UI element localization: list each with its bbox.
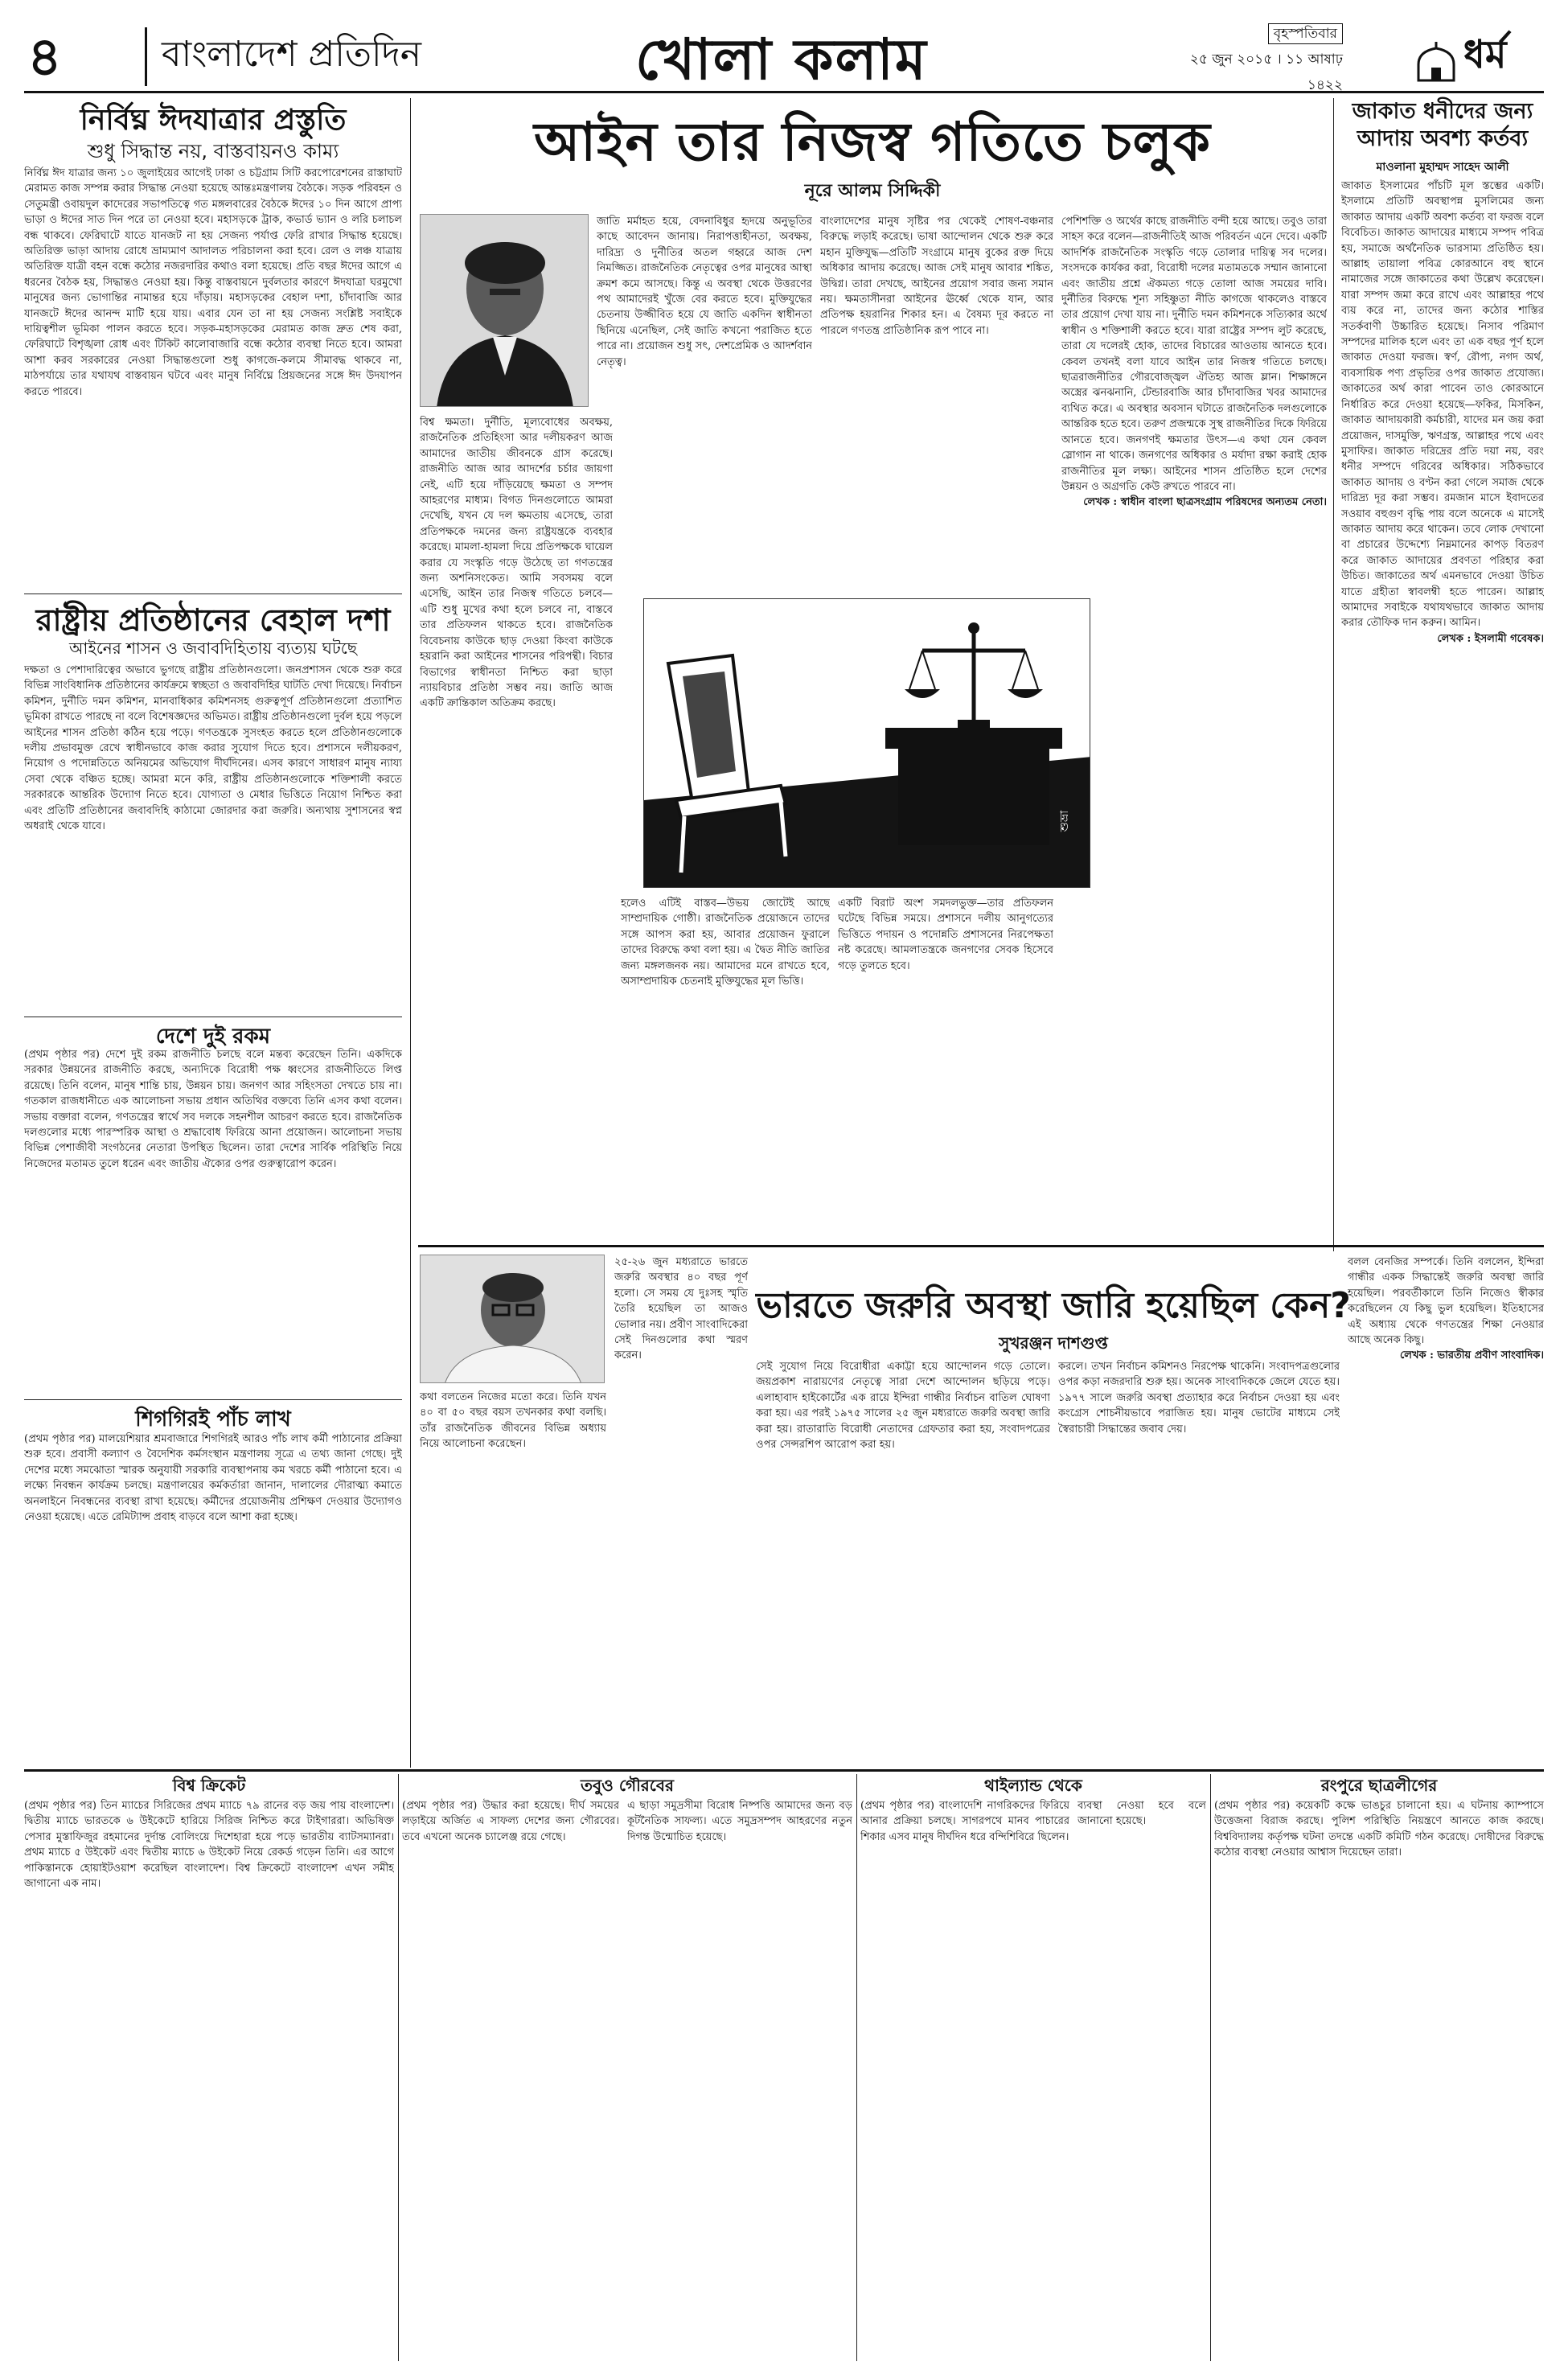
state-body: দক্ষতা ও পেশাদারিত্বের অভাবে ভুগছে রাষ্ট্রীয় প্রতিষ্ঠানগুলো। জনপ্রশাসন থেকে শুরু করে বিভিন্ন সাংবিধানিক প্রতিষ্ঠানের কার্যক্রমে স্বচ্ছতা ও জবাবদিহির ঘাটতি দেখা দিয়েছে। নির্বাচন কমিশন, দুর্নীতি দমন কমিশন, মানবাধিকার কমিশনসহ গুরুত্বপূর্ণ প্রতিষ্ঠানগুলো প্রত্যাশিত ভূমিকা রাখতে পারছে না বলে বিশেষজ্ঞদের অভিমত। রাষ্ট্রীয় প্রতিষ্ঠানগুলো দুর্বল হয়ে পড়লে আইনের শাসন প্রতিষ্ঠা কঠিন হয়ে পড়ে। গণতন্ত্রকে সুসংহত করতে হলে প্রতিষ্ঠানগুলোকে দলীয় প্রভাবমুক্ত রেখে স্বাধীনভাবে কাজ করার সুযোগ দিতে হবে। প্রশাসনে দলীয়করণ, নিয়োগ ও পদোন্নতিতে অনিয়মের অভিযোগ দীর্ঘদিনের। এসব কারণে সাধারণ মানুষ ন্যায্য সেবা থেকে বঞ্চিত হচ্ছে। আমরা মনে করি, রাষ্ট্রীয় প্রতিষ্ঠানগুলোকে শক্তিশালী করতে সরকারকে আন্তরিক উদ্যোগ নিতে হবে। যোগ্যতা ও মেধার ভিত্তিতে নিয়োগ নিশ্চিত করা এবং প্রতিটি প্রতিষ্ঠানের জবাবদিহি কাঠামো জোরদার করা জরুরি। অন্যথায় সুশাসনের স্বপ্ন অধরাই থেকে যাবে। bbox=[24, 664, 402, 833]
column-rule bbox=[1333, 98, 1334, 1251]
zakat-author: মাওলানা মুহাম্মদ সাহেদ আলী bbox=[1376, 161, 1509, 174]
rangpur-body: (প্রথম পৃষ্ঠার পর) কয়েকটি কক্ষে ভাঙচুর চালানো হয়। এ ঘটনায় ক্যাম্পাসে উত্তেজনা বিরাজ করছে। পুলিশ পরিস্থিতি নিয়ন্ত্রণে আনতে কাজ করছে। বিশ্ববিদ্যালয় কর্তৃপক্ষ ঘটনা তদন্তে একটি কমিটি গঠন করেছে। দোষীদের বিরুদ্ধে কঠোর ব্যবস্থা নেওয়ার আশ্বাস দিয়েছেন তারা। bbox=[1214, 1800, 1544, 1859]
india-byline: লেখক : ভারতীয় প্রবীণ সাংবাদিক। bbox=[1399, 1349, 1544, 1362]
eid-body: নির্বিঘ্ন ঈদ যাত্রার জন্য ১০ জুলাইয়ের আগেই ঢাকা ও চট্টগ্রাম সিটি করপোরেশনের রাস্তাঘাট মেরামত কাজ সম্পন্ন করার সিদ্ধান্ত নেওয়া হয়েছে আন্তঃমন্ত্রণালয় বৈঠকে। সড়ক পরিবহন ও সেতুমন্ত্রী ওবায়দুল কাদেরের সভাপতিত্বে গত মঙ্গলবারের বৈঠকে ঈদের ১০ দিন আগে প্রাপ্য ভাড়া ও ঈদের সাত দিন পরে তা নেওয়া হবে। মহাসড়কে ট্রাক, কভার্ড ভ্যান ও লরি চলাচল বন্ধ থাকবে। ফেরিঘাটে যাতে যানজট না হয় সেজন্য পর্যাপ্ত ফেরি রাখার সিদ্ধান্ত হয়েছে। অতিরিক্ত ভাড়া আদায় রোধে ভ্রাম্যমাণ আদালত পরিচালনা করা হবে। রেল ও লঞ্চ যাত্রায় অতিরিক্ত যাত্রী বহন বন্ধে কঠোর নজরদারির কথাও বলা হয়েছে। প্রতি বছর ঈদের আগে এ ধরনের বৈঠক হয়, সিদ্ধান্তও নেওয়া হয়। কিন্তু বাস্তবায়নে দুর্বলতার কারণে ঈদযাত্রা ঘরমুখো মানুষের জন্য ভোগান্তির নামান্তর হয়ে দাঁড়ায়। মহাসড়কের বেহাল দশা, চাঁদাবাজি আর যানজটে ঈদের আনন্দ মাটি হয়ে যায়। এবার যেন তা না হয় সেজন্য সংশ্লিষ্ট সবাইকে দায়িত্বশীল ভূমিকা পালন করতে হবে। সড়ক-মহাসড়কের মেরামত কাজ দ্রুত শেষ করা, ফেরিঘাটে বিশৃঙ্খলা রোধ এবং টিকিট কালোবাজারি বন্ধে কঠোর ব্যবস্থা নিতে হবে। আমরা আশা করব সরকারের নেওয়া সিদ্ধান্তগুলো শুধু কাগজে-কলমে সীমাবদ্ধ থাকবে না, মাঠপর্যায়ে তার যথাযথ বাস্তবায়ন ঘটবে এবং মানুষ নির্বিঘ্নে প্রিয়জনের সঙ্গে ঈদ উদযাপন করতে পারবে। bbox=[24, 167, 402, 398]
gourab-body-a: (প্রথম পৃষ্ঠার পর) উদ্ধার করা হয়েছে। দীর্ঘ সময়ের লড়াইয়ে অর্জিত এ সাফল্য দেশের জন্য গৌরবের। তবে এখনো অনেক চ্যালেঞ্জ রয়ে গেছে। bbox=[402, 1800, 619, 1843]
main-author: নূরে আলম সিদ্দিকী bbox=[804, 181, 941, 201]
article-divider bbox=[418, 1245, 1544, 1247]
author-portrait-2-icon bbox=[421, 1255, 605, 1383]
india-body-col-e-text: বলল বেনজির সম্পর্কে। তিনি বললেন, ইন্দিরা গান্ধীর একক সিদ্ধান্তেই জরুরি অবস্থা জারি হয়েছিল। পরবর্তীকালে তিনি নিজেও স্বীকার করেছিলেন যে কিছু ভুল হয়েছিল। ইতিহাসের এই অধ্যায় থেকে গণতন্ত্রের শিক্ষা নেওয়ার আছে অনেক কিছু। bbox=[1348, 1256, 1544, 1347]
rangpur-headline: রংপুরে ছাত্রলীগের bbox=[1320, 1776, 1438, 1795]
zakat-headline: জাকাত ধনীদের জন্য আদায় অবশ্য কর্তব্য bbox=[1352, 99, 1533, 151]
gourab-body-b: এ ছাড়া সমুদ্রসীমা বিরোধ নিষ্পত্তি আমাদের জন্য বড় কূটনৈতিক সাফল্য। এতে সমুদ্রসম্পদ আহরণের নতুন দিগন্ত উন্মোচিত হয়েছে। bbox=[627, 1800, 852, 1843]
thai-body-a: (প্রথম পৃষ্ঠার পর) বাংলাদেশি নাগরিকদের ফিরিয়ে আনার প্রক্রিয়া চলছে। সাগরপথে মানব পাচারের শিকার এসব মানুষ দীর্ঘদিন ধরে বন্দিশিবিরে ছিলেন। bbox=[860, 1800, 1069, 1843]
zakat-byline: লেখক : ইসলামী গবেষক। bbox=[1437, 632, 1544, 645]
divider bbox=[24, 1399, 402, 1400]
date: ২৫ জুন ২০১৫ । ১১ আষাঢ় ১৪২২ bbox=[1189, 51, 1343, 93]
eid-subhead: শুধু সিদ্ধান্ত নয়, বাস্তবায়নও কাম্য bbox=[87, 140, 339, 162]
main-body-col-c: বাংলাদেশের মানুষ সৃষ্টির পর থেকেই শোষণ-বঞ্চনার বিরুদ্ধে লড়াই করেছে। ভাষা আন্দোলন থেকে শুরু করে মহান মুক্তিযুদ্ধ—প্রতিটি সংগ্রামে মানুষ বুকের রক্ত দিয়ে অধিকার আদায় করেছে। আজ সেই মানুষ আবার শঙ্কিত, উদ্বিগ্ন। তারা দেখছে, আইনের প্রয়োগ সবার জন্য সমান নয়। ক্ষমতাসীনরা আইনের ঊর্ধ্বে থেকে যান, আর প্রতিপক্ষ হয়রানির শিকার হন। এ বৈষম্য দূর করতে না পারলে গণতন্ত্র প্রাতিষ্ঠানিক রূপ পাবে না। bbox=[820, 216, 1053, 337]
state-headline: রাষ্ট্রীয় প্রতিষ্ঠানের বেহাল দশা bbox=[35, 602, 391, 638]
india-body-col-d: করলে। তখন নির্বাচন কমিশনও নিরপেক্ষ থাকেনি। সংবাদপত্রগুলোর ওপর কড়া নজরদারি শুরু হয়। অনেক সাংবাদিককে জেলে যেতে হয়। ১৯৭৭ সালে জরুরি অবস্থা প্রত্যাহার করে নির্বাচন দেওয়া হয় এবং কংগ্রেস শোচনীয়ভাবে পরাজিত হয়। মানুষ ভোটের মাধ্যমে সেই স্বৈরাচারী সিদ্ধান্তের জবাব দেয়। bbox=[1058, 1361, 1340, 1435]
main-byline: লেখক : স্বাধীন বাংলা ছাত্রসংগ্রাম পরিষদের অন্যতম নেতা। bbox=[1083, 496, 1327, 509]
main-body-col-b: জাতি মর্মাহত হয়ে, বেদনাবিধুর হৃদয়ে অনুভূতির কাছে আবেদন জানায়। নিরাপত্তাহীনতা, অবক্ষয়, দারিদ্র্য ও দুর্নীতির অতল গহ্বরে আজ দেশ নিমজ্জিত। রাজনৈতিক নেতৃত্বের ওপর মানুষের আস্থা ক্রমশ কমে আসছে। কিন্তু এ অবস্থা থেকে উত্তরণের পথ আমাদেরই খুঁজে বের করতে হবে। মুক্তিযুদ্ধের চেতনায় উজ্জীবিত হয়ে যে জাতি একদিন স্বাধীনতা ছিনিয়ে এনেছিল, সেই জাতি কখনো পরাজিত হতে পারে না। প্রয়োজন শুধু সৎ, দেশপ্রেমিক ও আদর্শবান নেতৃত্ব। bbox=[597, 216, 812, 368]
main-body-col-f: একটি বিরাট অংশ সমদলভুক্ত—তার প্রতিফলন ঘটেছে বিভিন্ন সময়ে। প্রশাসনে দলীয় আনুগত্যের ভিত্তিতে পদায়ন ও পদোন্নতি প্রশাসনের নিরপেক্ষতা নষ্ট করেছে। আমলাতন্ত্রকে জনগণের সেবক হিসেবে গড়ে তুলতে হবে। bbox=[838, 897, 1053, 972]
religion-section-title: ধর্ম bbox=[1463, 32, 1507, 77]
shigg-body: (প্রথম পৃষ্ঠার পর) মালয়েশিয়ার শ্রমবাজারে শিগগিরই আরও পাঁচ লাখ কর্মী পাঠানোর প্রক্রিয়া শুরু হবে। প্রবাসী কল্যাণ ও বৈদেশিক কর্মসংস্থান মন্ত্রণালয় সূত্রে এ তথ্য জানা গেছে। দুই দেশের মধ্যে সমঝোতা স্মারক অনুযায়ী সরকারি ব্যবস্থাপনায় কম খরচে কর্মী পাঠানো হবে। এ লক্ষ্যে নিবন্ধন কার্যক্রম চলছে। মন্ত্রণালয়ের কর্মকর্তারা জানান, দালালের দৌরাত্ম্য কমাতে অনলাইনে নিবন্ধনের ব্যবস্থা রাখা হয়েছে। কর্মীদের প্রয়োজনীয় প্রশিক্ষণ দেওয়ার উদ্যোগও নেওয়া হয়েছে। এতে রেমিট্যান্স প্রবাহ বাড়বে বলে আশা করা হচ্ছে। bbox=[24, 1433, 402, 1524]
gourab-headline: তবুও গৌরবের bbox=[581, 1776, 674, 1795]
author-photo-2 bbox=[420, 1255, 605, 1383]
column-rule bbox=[410, 98, 411, 1768]
scales-of-justice-icon bbox=[644, 599, 1090, 888]
column-rule bbox=[856, 1774, 857, 2361]
paper-name: বাংলাদেশ প্রতিদিন bbox=[145, 27, 421, 86]
cricket-body: (প্রথম পৃষ্ঠার পর) তিন ম্যাচের সিরিজের প্রথম ম্যাচে ৭৯ রানের বড় জয় পায় বাংলাদেশ। দ্বিতীয় ম্যাচে ভারতকে ৬ উইকেটে হারিয়ে সিরিজ নিশ্চিত করে টাইগাররা। অভিষিক্ত পেসার মুস্তাফিজুর রহমানের দুর্দান্ত বোলিংয়ে দিশেহারা হয়ে পড়ে ভারতীয় ব্যাটসম্যানরা। প্রথম ম্যাচে ৫ উইকেট এবং দ্বিতীয় ম্যাচে ৬ উইকেট নিয়ে রেকর্ড গড়েন তিনি। এর আগে পাকিস্তানকে হোয়াইটওয়াশ করেছিল বাংলাদেশ। বিশ্ব ক্রিকেটে বাংলাদেশ এখন সমীহ জাগানো এক নাম। bbox=[24, 1800, 394, 1891]
india-headline: ভারতে জরুরি অবস্থা জারি হয়েছিল কেন? bbox=[756, 1285, 1351, 1326]
india-body-col-e bbox=[1348, 1255, 1544, 1761]
zakat-body-text: জাকাত ইসলামের পাঁচটি মূল স্তম্ভের একটি। ইসলামে প্রতিটি অবস্থাপন্ন মুসলিমের জন্য জাকাত আদায় একটি অবশ্য কর্তব্য বা ফরজ বলে বিবেচিত। জাকাত আদায়ের মাধ্যমে সম্পদ পবিত্র হয়, সমাজে অর্থনৈতিক ভারসাম্য প্রতিষ্ঠিত হয়। আল্লাহ তায়ালা পবিত্র কোরআনে বহু স্থানে নামাজের সঙ্গে জাকাতের কথা উল্লেখ করেছেন। যারা সম্পদ জমা করে রাখে এবং আল্লাহর পথে ব্যয় করে না, তাদের জন্য কঠোর শাস্তির সতর্কবাণী উচ্চারিত হয়েছে। নিসাব পরিমাণ সম্পদের মালিক হলে এবং তা এক বছর পূর্ণ হলে জাকাত দেওয়া ফরজ। স্বর্ণ, রৌপ্য, নগদ অর্থ, ব্যবসায়িক পণ্য প্রভৃতির ওপর জাকাত প্রযোজ্য। জাকাতের অর্থ কারা পাবেন তাও কোরআনে নির্ধারিত করে দেওয়া হয়েছে—ফকির, মিসকিন, জাকাত আদায়কারী কর্মচারী, যাদের মন জয় করা প্রয়োজন, দাসমুক্তি, ঋণগ্রস্ত, আল্লাহর পথে এবং মুসাফির। জাকাত দরিদ্রের প্রতি দয়া নয়, বরং ধনীর সম্পদে গরিবের অধিকার। সঠিকভাবে জাকাত আদায় ও বণ্টন করা গেলে সমাজ থেকে দারিদ্র্য দূর করা সম্ভব। রমজান মাসে ইবাদতের সওয়াব বহুগুণ বৃদ্ধি পায় বলে অনেকে এ মাসেই জাকাত আদায় করে থাকেন। তবে লোক দেখানো বা প্রচারের উদ্দেশ্যে নিম্নমানের কাপড় বিতরণ করে জাকাত আদায়ের প্রবণতা পরিহার করা উচিত। জাকাতের অর্থ এমনভাবে দেওয়া উচিত যাতে গ্রহীতা স্বাবলম্বী হতে পারেন। আল্লাহ আমাদের সবাইকে যথাযথভাবে জাকাত আদায় করার তৌফিক দান করুন। আমিন। bbox=[1341, 180, 1544, 630]
illustration-credit: শুভ্রা bbox=[1057, 810, 1071, 832]
india-body-col-b: ২৫-২৬ জুন মধ্যরাতে ভারতে জরুরি অবস্থার ৪০ বছর পূর্ণ হলো। সে সময় যে দুঃসহ স্মৃতি তৈরি হয়েছিল তা আজও ভোলার নয়। প্রবীণ সাংবাদিকেরা সেই দিনগুলোর কথা স্মরণ করেন। bbox=[614, 1256, 748, 1362]
date-line bbox=[1182, 21, 1343, 98]
india-body-col-c: সেই সুযোগ নিয়ে বিরোধীরা একাট্টা হয়ে আন্দোলন গড়ে তোলে। জয়প্রকাশ নারায়ণের নেতৃত্বে সারা দেশে আন্দোলন ছড়িয়ে পড়ে। এলাহাবাদ হাইকোর্টের এক রায়ে ইন্দিরা গান্ধীর নির্বাচন বাতিল ঘোষণা করা হয়। এর পরই ১৯৭৫ সালের ২৫ জুন মধ্যরাতে জরুরি অবস্থা জারি করা হয়। রাতারাতি বিরোধী নেতাদের গ্রেফতার করা হয়, সংবাদপত্রের ওপর সেন্সরশিপ আরোপ করা হয়। bbox=[756, 1361, 1050, 1452]
india-author: সুখরঞ্জন দাশগুপ্ত bbox=[999, 1333, 1108, 1353]
author-photo bbox=[420, 214, 589, 407]
main-body-col-d bbox=[1061, 214, 1327, 1235]
cricket-headline: বিশ্ব ক্রিকেট bbox=[172, 1776, 246, 1795]
thai-headline: থাইল্যান্ড থেকে bbox=[984, 1776, 1082, 1795]
main-body-col-e: হলেও এটিই বাস্তব—উভয় জোটেই আছে সাম্প্রদায়িক গোষ্ঠী। রাজনৈতিক প্রয়োজনে তাদের সঙ্গে আপস করা হয়, আবার প্রয়োজন ফুরালে তাদের বিরুদ্ধে কথা বলা হয়। এ দ্বৈত নীতি জাতির জন্য মঙ্গলজনক নয়। আমাদের মনে রাখতে হবে, অসাম্প্রদায়িক চেতনাই মুক্তিযুদ্ধের মূল ভিত্তি। bbox=[621, 897, 830, 988]
section-title: খোলা কলাম bbox=[635, 27, 928, 92]
bottom-divider bbox=[24, 1769, 1544, 1772]
eid-headline: নির্বিঘ্ন ঈদযাত্রার প্রস্তুতি bbox=[80, 104, 347, 137]
shigg-headline: শিগগিরই পাঁচ লাখ bbox=[135, 1407, 291, 1431]
column-rule bbox=[1210, 1774, 1211, 2361]
state-subhead: আইনের শাসন ও জবাবদিহিতায় ব্যত্যয় ঘটছে bbox=[69, 639, 357, 658]
thai-body-b: ব্যবস্থা নেওয়া হবে বলে জানানো হয়েছে। bbox=[1077, 1800, 1206, 1828]
masthead bbox=[24, 14, 1544, 93]
page-number: ৪ bbox=[27, 25, 62, 88]
mosque-icon bbox=[1414, 40, 1459, 85]
main-headline: আইন তার নিজস্ব গতিতে চলুক bbox=[534, 111, 1211, 173]
desh-body: (প্রথম পৃষ্ঠার পর) দেশে দুই রকম রাজনীতি চলছে বলে মন্তব্য করেছেন তিনি। একদিকে সরকার উন্নয়নের রাজনীতি করছে, অন্যদিকে বিরোধী পক্ষ ধ্বংসের রাজনীতিতে লিপ্ত রয়েছে। তিনি বলেন, মানুষ শান্তি চায়, উন্নয়ন চায়। জনগণ আর সহিংসতা দেখতে চায় না। গতকাল রাজধানীতে এক আলোচনা সভায় প্রধান অতিথির বক্তব্যে তিনি এসব কথা বলেন। সভায় বক্তারা বলেন, গণতন্ত্রের স্বার্থে সব দলকে সহনশীল আচরণ করতে হবে। রাজনৈতিক দলগুলোর মধ্যে পারস্পরিক আস্থা ও শ্রদ্ধাবোধ ফিরিয়ে আনা প্রয়োজন। আলোচনা সভায় বিভিন্ন পেশাজীবী সংগঠনের নেতারা উপস্থিত ছিলেন। তারা দেশের সার্বিক পরিস্থিতি নিয়ে নিজেদের মতামত তুলে ধরেন এবং জাতীয় ঐক্যের ওপর গুরুত্বারোপ করেন। bbox=[24, 1049, 402, 1170]
desh-headline: দেশে দুই রকম bbox=[155, 1025, 271, 1049]
main-body-col-d-text: পেশিশক্তি ও অর্থের কাছে রাজনীতি বন্দী হয়ে আছে। তবুও তারা সাহস করে বলেন—রাজনীতিই আজ পরিবর্তন এনে দেবে। একটি আদর্শিক রাজনৈতিক সংস্কৃতি গড়ে তোলার দায়িত্ব সব দলের। সংসদকে কার্যকর করা, বিরোধী দলের মতামতকে সম্মান জানানো এবং জাতীয় প্রশ্নে ঐকমত্য গড়ে তোলা আজ সময়ের দাবি। দুর্নীতির বিরুদ্ধে শূন্য সহিষ্ণুতা নীতি কাগজে থাকলেও বাস্তবে তার প্রয়োগ দেখা যায় না। দুর্নীতি দমন কমিশনকে সত্যিকার অর্থে স্বাধীন ও শক্তিশালী করতে হবে। যারা রাষ্ট্রের সম্পদ লুট করেছে, তারা যে দলেরই হোক, তাদের বিচারের আওতায় আনতে হবে। কেবল তখনই বলা যাবে আইন তার নিজস্ব গতিতে চলছে। ছাত্ররাজনীতির গৌরবোজ্জ্বল ঐতিহ্য আজ ম্লান। শিক্ষাঙ্গনে অস্ত্রের ঝনঝনানি, টেন্ডারবাজি আর চাঁদাবাজির খবর আমাদের ব্যথিত করে। এ অবস্থার অবসান ঘটাতে রাজনৈতিক দলগুলোকে আন্তরিক হতে হবে। তরুণ প্রজন্মকে সুস্থ রাজনীতির দিকে ফিরিয়ে আনতে হবে। জনগণই ক্ষমতার উৎস—এ কথা যেন কেবল স্লোগান না থাকে। জনগণের অধিকার ও মর্যাদা রক্ষা করাই হোক রাজনীতির মূল লক্ষ্য। আইনের শাসন প্রতিষ্ঠিত হলে দেশের উন্নয়ন ও অগ্রগতি কেউ রুখতে পারবে না। bbox=[1061, 216, 1327, 493]
main-body-col-a: বিশ্ব ক্ষমতা। দুর্নীতি, মূল্যবোধের অবক্ষয়, রাজনৈতিক প্রতিহিংসা আর দলীয়করণ আজ আমাদের জাতীয় জীবনকে গ্রাস করেছে। রাজনীতি আজ আর আদর্শের চর্চার জায়গা নেই, এটি হয়ে দাঁড়িয়েছে ক্ষমতা ও সম্পদ আহরণের মাধ্যম। বিগত দিনগুলোতে আমরা দেখেছি, যখন যে দল ক্ষমতায় এসেছে, তারা প্রতিপক্ষকে দমনের জন্য রাষ্ট্রযন্ত্রকে ব্যবহার করেছে। মামলা-হামলা দিয়ে প্রতিপক্ষকে ঘায়েল করার যে সংস্কৃতি গড়ে উঠেছে তা গণতন্ত্রের জন্য অশনিসংকেত। আমি সবসময় বলে এসেছি, আইন তার নিজস্ব গতিতে চলবে—এটি শুধু মুখের কথা হলে চলবে না, বাস্তবে তার প্রতিফলন থাকতে হবে। রাজনৈতিক বিবেচনায় কাউকে ছাড় দেওয়া কিংবা কাউকে হয়রানি করা আইনের শাসনের পরিপন্থী। বিচার বিভাগের স্বাধীনতা নিশ্চিত করা ছাড়া ন্যায়বিচার প্রতিষ্ঠা সম্ভব নয়। জাতি আজ একটি ক্রান্তিকাল অতিক্রম করছে। bbox=[420, 417, 613, 710]
justice-illustration bbox=[643, 598, 1090, 888]
weekday: বৃহস্পতিবার bbox=[1268, 23, 1343, 44]
india-body-col-a: কথা বলতেন নিজের মতো করে। তিনি যখন ৪০ বা ৫০ বছর বয়স তখনকার কথা বলছি। তাঁর রাজনৈতিক জীবনের বিভিন্ন অধ্যায় নিয়ে আলোচনা করেছেন। bbox=[420, 1391, 606, 1451]
author-portrait-icon bbox=[421, 215, 589, 407]
column-rule bbox=[398, 1774, 399, 2361]
